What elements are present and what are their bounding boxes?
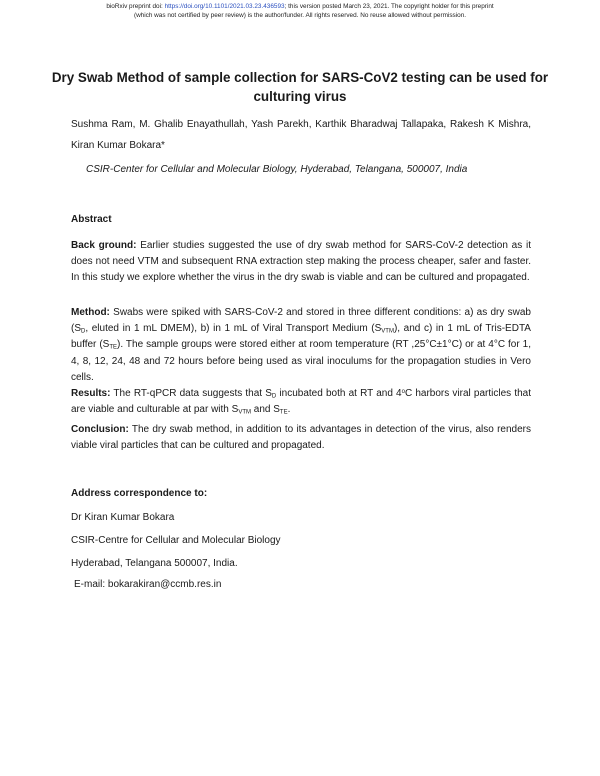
abstract-conclusion bbox=[71, 422, 531, 454]
preprint-prefix: bioRxiv preprint doi: bbox=[106, 3, 165, 10]
author-list: Sushma Ram, M. Ghalib Enayathullah, Yash Parekh, Karthik Bharadwaj Tallapaka, Rakesh K Mishra, Kiran Kumar Bokara* bbox=[71, 119, 531, 151]
doi-link[interactable]: https://doi.org/10.1101/2021.03.23.436593 bbox=[164, 3, 285, 10]
results-text-3: C harbors viral particles that are viable and culturable at par with S bbox=[71, 388, 531, 416]
background-label: Back ground: bbox=[71, 240, 137, 251]
method-text-3: ), and c) in 1 mL of Tris-EDTA buffer (S bbox=[71, 323, 531, 351]
abstract-results bbox=[71, 386, 531, 418]
abstract-heading: Abstract bbox=[71, 214, 112, 225]
subscript-d: D bbox=[81, 328, 86, 335]
results-text-5: . bbox=[287, 404, 291, 416]
results-text-1: The RT-qPCR data suggests that S bbox=[110, 388, 272, 399]
background-text: Earlier studies suggested the use of dry swab method for SARS-CoV-2 detection as it does not need VTM and subsequent RNA extraction step making the process cheaper, safer and faster. In this study we explore whether the virus in the dry swab is viable and can be cultured and propagated. bbox=[71, 240, 531, 284]
subscript-te: TE bbox=[279, 409, 288, 416]
address-city: Hyderabad, Telangana 500007, India. bbox=[71, 558, 238, 569]
subscript-d: D bbox=[271, 393, 277, 400]
conclusion-text: The dry swab method, in addition to its advantages in detection of the virus, also renders viable viral particles that can be cultured and propagated. bbox=[71, 424, 531, 452]
preprint-notice bbox=[30, 3, 570, 20]
conclusion-label: Conclusion: bbox=[71, 424, 129, 435]
affiliation: CSIR-Center for Cellular and Molecular Biology, Hyderabad, Telangana, 500007, India bbox=[86, 164, 468, 175]
address-email[interactable]: E-mail: bokarakiran@ccmb.res.in bbox=[74, 579, 222, 590]
address-name: Dr Kiran Kumar Bokara bbox=[71, 512, 175, 523]
address-institution: CSIR-Centre for Cellular and Molecular Biology bbox=[71, 535, 281, 546]
subscript-vtm: VTM bbox=[381, 328, 394, 335]
method-text-4: ). The sample groups were stored either at room temperature (RT ,25°C±1°C) or at 4°C for 1, 4, 8, 12, 24, 48 and 72 hours before being used as viral inoculums for the propagation studies in Vero cells. bbox=[71, 339, 531, 383]
subscript-vtm: VTM bbox=[238, 409, 251, 416]
results-text-2: incubated both at RT and 4 bbox=[276, 388, 402, 399]
method-text-1: Swabs were spiked with SARS-CoV-2 and stored in three different conditions: a) as dry swab (S bbox=[71, 307, 531, 335]
preprint-line-2: (which was not certified by peer review) is the author/funder. All rights reserved. No reuse allowed without permission. bbox=[133, 11, 467, 19]
superscript-degree: o bbox=[401, 389, 405, 395]
preprint-line-1 bbox=[30, 3, 570, 12]
abstract-method bbox=[71, 305, 531, 386]
preprint-suffix: ; this version posted March 23, 2021. The copyright holder for this preprint bbox=[284, 3, 494, 10]
method-text-2: , eluted in 1 mL DMEM), b) in 1 mL of Viral Transport Medium (S bbox=[85, 323, 382, 335]
address-heading: Address correspondence to: bbox=[71, 488, 208, 499]
subscript-te: TE bbox=[109, 344, 118, 351]
paper-title: Dry Swab Method of sample collection for SARS-CoV2 testing can be used for culturing virus bbox=[51, 70, 549, 104]
abstract-background bbox=[71, 238, 531, 287]
method-label: Method: bbox=[71, 307, 110, 318]
results-label: Results: bbox=[71, 388, 111, 399]
results-text-4: and S bbox=[251, 404, 280, 416]
